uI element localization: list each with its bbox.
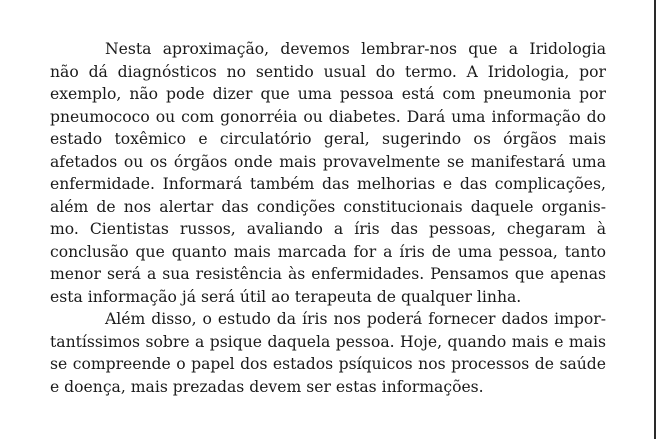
text-line: enfermidade. Informará também das melhorias e das complicações, [50, 175, 606, 193]
text-line: e doença, mais prezadas devem ser estas informações. [50, 377, 484, 396]
text-line: Além disso, o estudo da íris nos poderá fornecer dados impor- [105, 310, 606, 328]
text-line: Nesta aproximação, devemos lembrar-nos que a Iridologia [105, 40, 606, 58]
text-line: afetados ou os órgãos onde mais provavelmente se manifestará uma [50, 152, 606, 171]
text-line: mo. Cientistas russos, avaliando a íris das pessoas, chegaram à [50, 220, 606, 238]
text-line: não dá diagnósticos no sentido usual do termo. A Iridologia, por [50, 62, 606, 81]
paragraph-1 [50, 38, 606, 308]
text-line: menor será a sua resistência às enfermidades. Pensamos que apenas [50, 265, 606, 283]
text-line: exemplo, não pode dizer que uma pessoa está com pneumonia por [50, 85, 606, 103]
text-line: esta informação já será útil ao terapeuta de qualquer linha. [50, 287, 522, 306]
text-line: se compreende o papel dos estados psíquicos nos processos de saúde [50, 355, 606, 373]
paragraph-2 [50, 308, 606, 398]
text-line: estado toxêmico e circulatório geral, sugerindo os órgãos mais [50, 130, 606, 148]
text-line: conclusão que quanto mais marcada for a íris de uma pessoa, tanto [50, 242, 606, 261]
body-text [50, 38, 606, 398]
text-line: além de nos alertar das condições constitucionais daquele organis- [50, 197, 606, 216]
text-line: pneumococo ou com gonorréia ou diabetes. Dará uma informação do [50, 107, 606, 126]
text-line: tantíssimos sobre a psique daquela pessoa. Hoje, quando mais e mais [50, 332, 606, 351]
